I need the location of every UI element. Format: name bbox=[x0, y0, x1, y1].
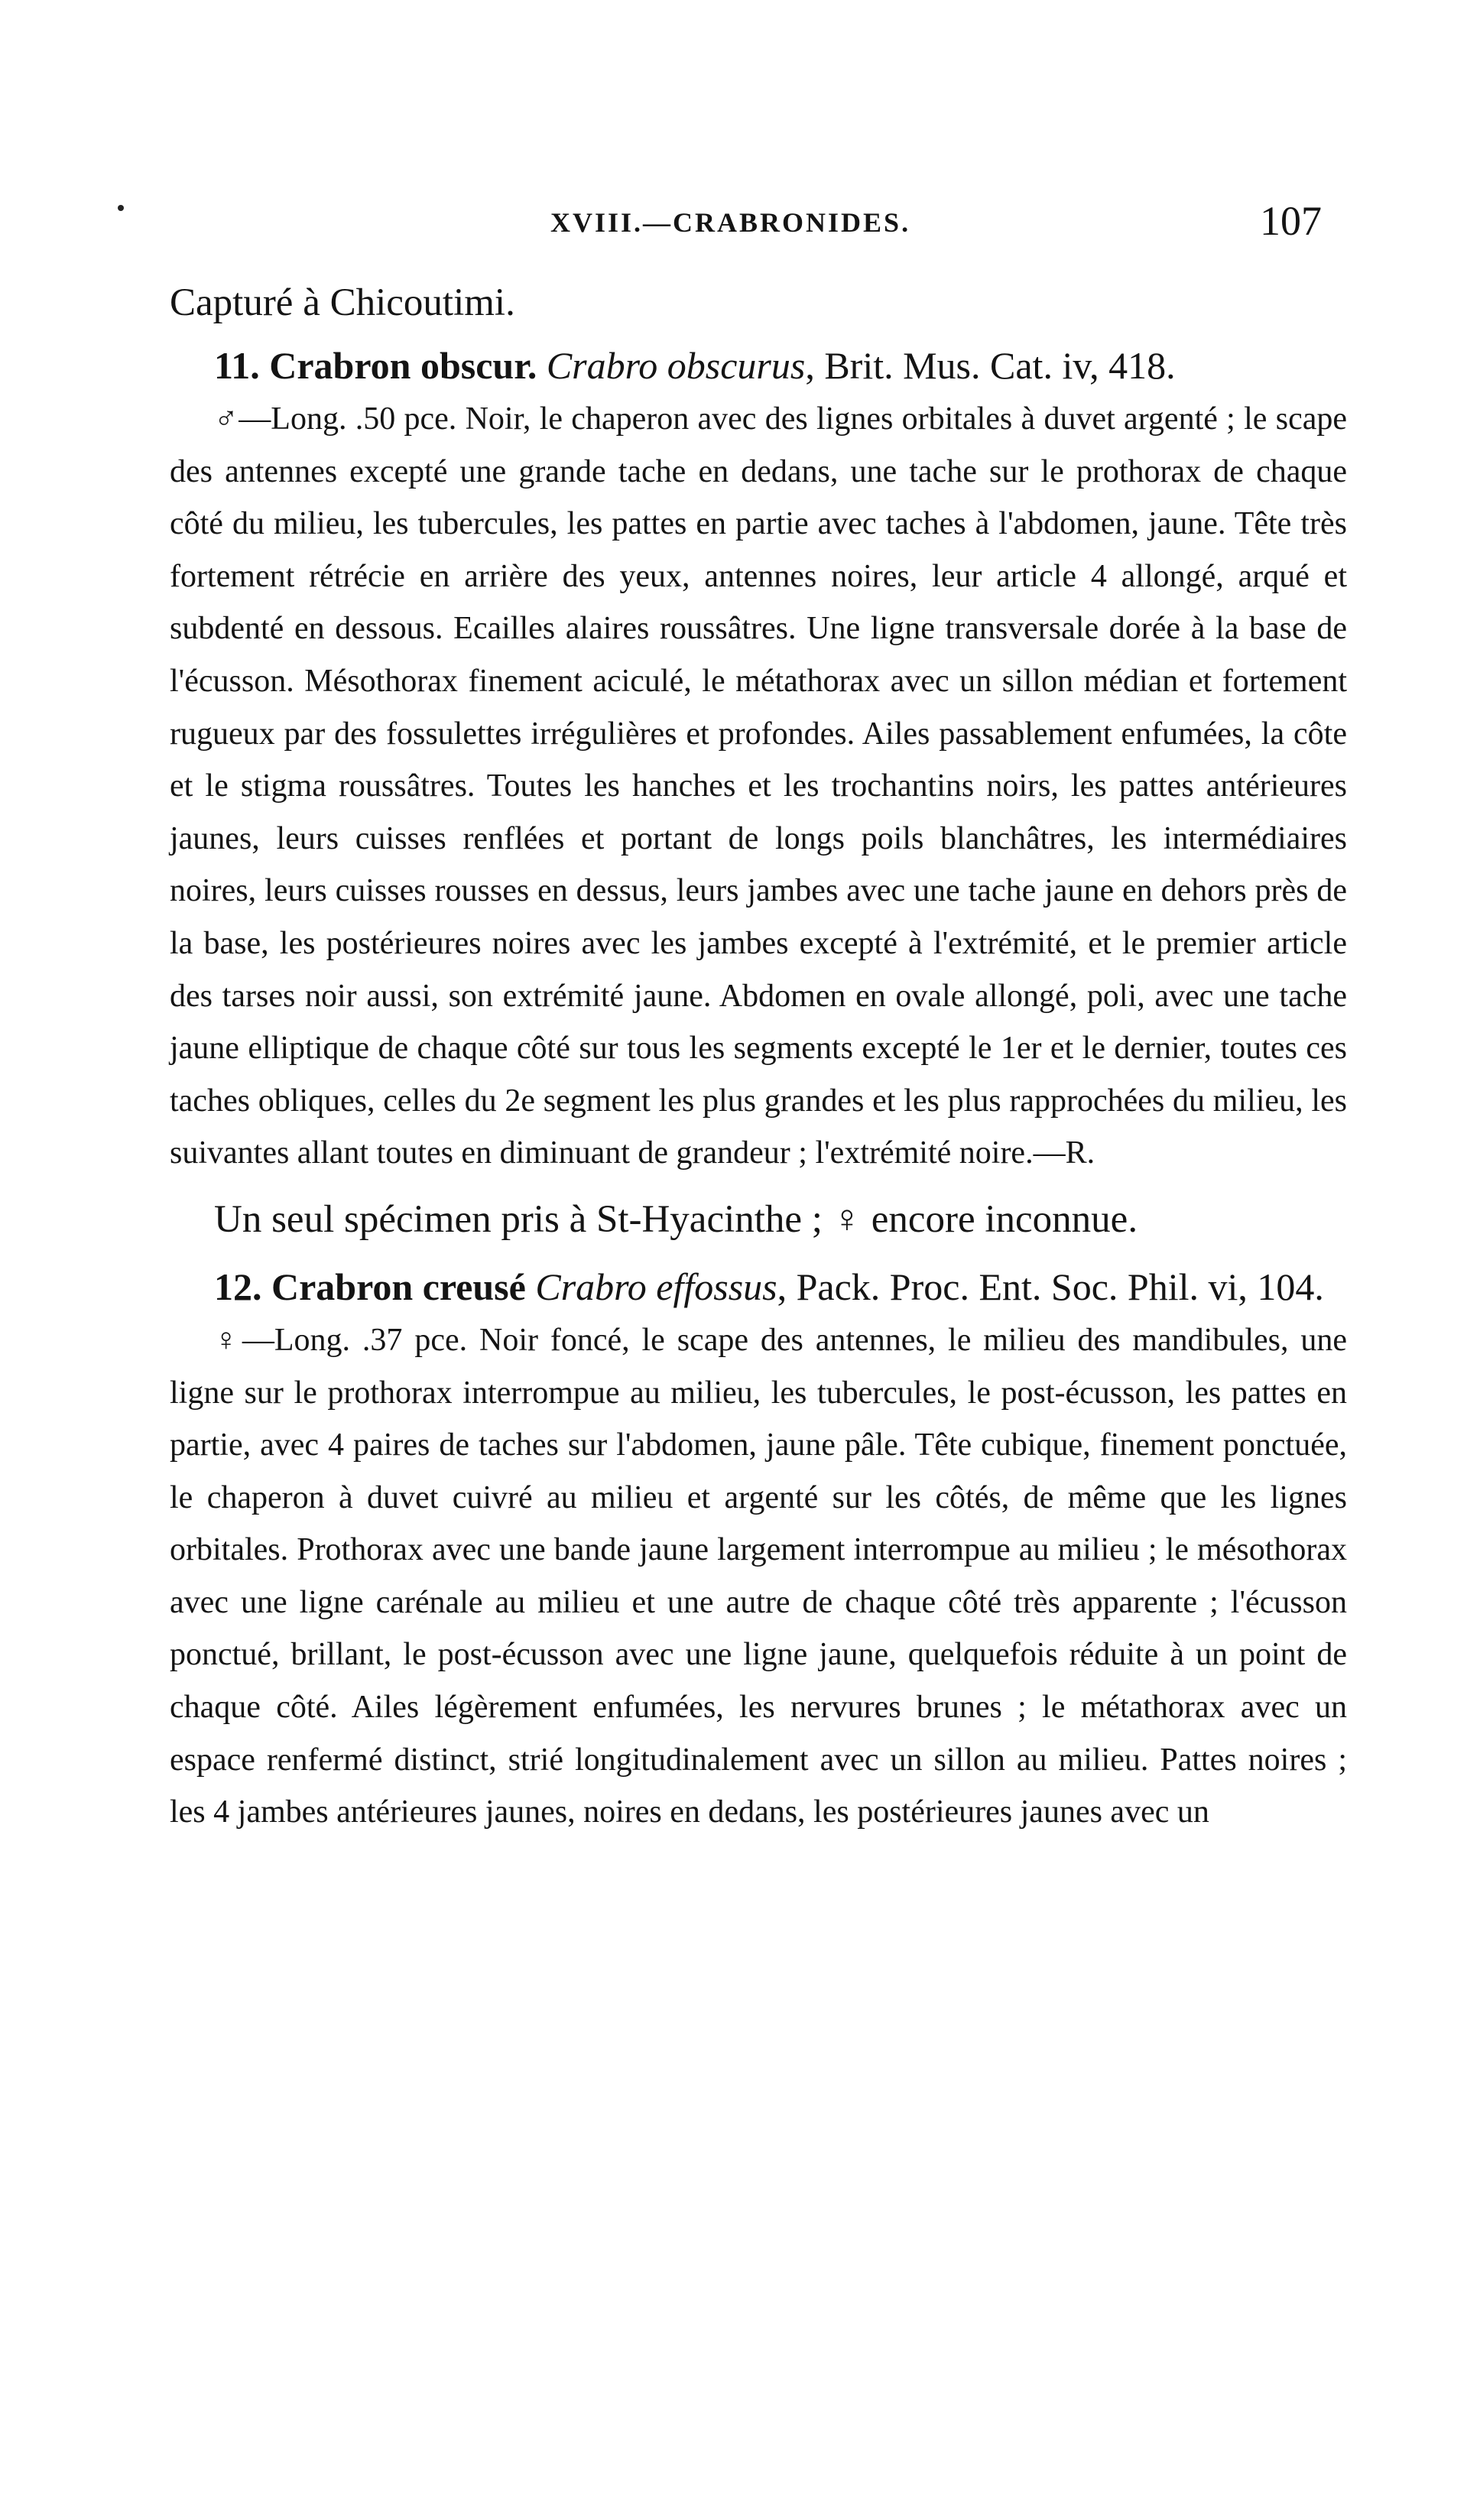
species-reference: , Pack. Proc. Ent. Soc. Phil. vi, 104. bbox=[777, 1265, 1324, 1308]
species-number: 11. bbox=[214, 344, 260, 387]
species-common-name: Crabron obscur. bbox=[269, 344, 537, 387]
species-common-name: Crabron creusé bbox=[271, 1265, 526, 1308]
species-description-11: ♂—Long. .50 pce. Noir, le chaperon avec des lignes orbitales à duvet argenté ; le scape des antennes excepté une grande tache en dedans, une tache sur le prothorax de chaque côté du milieu, les tubercules, les pattes en partie avec taches à l'abdomen, jaune. Tête très fortement rétrécie en arrière des yeux, antennes noires, leur article 4 allongé, arqué et subdenté en dessous. Ecailles alaires roussâtres. Une ligne transversale dorée à la base de l'écusson. Mésothorax finement aciculé, le métathorax avec un sillon médian et fortement rugueux par des fossulettes irrégulières et profondes. Ailes passablement enfumées, la côte et le stigma roussâtres. Toutes les hanches et les trochantins noirs, les pattes antérieures jaunes, leurs cuisses renflées et portant de longs poils blanchâtres, les intermédiaires noires, leurs cuisses rousses en dessus, leurs jambes avec une tache jaune en dehors près de la base, les postérieures noires avec les jambes excepté à l'extrémité, et le premier article des tarses noir aussi, son extrémité jaune. Abdomen en ovale allongé, poli, avec une tache jaune elliptique de chaque côté sur tous les segments excepté le 1er et le dernier, toutes ces taches obliques, celles du 2e segment les plus grandes et les plus rapprochées du milieu, les suivantes allant toutes en diminuant de grandeur ; l'extrémité noire.—R. bbox=[170, 401, 1347, 1171]
page-number: 107 bbox=[1260, 198, 1322, 244]
species-latin-name: Crabro obscurus bbox=[546, 344, 806, 387]
species-latin-name: Crabro effossus bbox=[535, 1265, 777, 1308]
specimen-note-11: Un seul spécimen pris à St-Hyacinthe ; ♀ encore inconnue. bbox=[214, 1197, 1138, 1241]
species-reference: , Brit. Mus. Cat. iv, 418. bbox=[805, 344, 1176, 387]
capture-locality-line: Capturé à Chicoutimi. bbox=[170, 281, 515, 324]
species-number: 12. bbox=[214, 1265, 262, 1308]
species-description-12: ♀—Long. .37 pce. Noir foncé, le scape des antennes, le milieu des mandibules, une ligne sur le prothorax interrompue au milieu, les tubercules, le post-écusson, les pattes en partie, avec 4 paires de taches sur l'abdomen, jaune pâle. Tête cubique, finement ponctuée, le chaperon à duvet cuivré au milieu et argenté sur les côtés, de même que les lignes orbitales. Prothorax avec une bande jaune largement interrompue au milieu ; le mésothorax avec une ligne carénale au milieu et une autre de chaque côté très apparente ; l'écusson ponctué, brillant, le post-écusson avec une ligne jaune, quelquefois réduite à un point de chaque côté. Ailes légèrement enfumées, les nervures brunes ; le métathorax avec un espace renfermé distinct, strié longitudinalement avec un sillon au milieu. Pattes noires ; les 4 jambes antérieures jaunes, noires en dedans, les postérieures jaunes avec un bbox=[170, 1322, 1347, 1830]
page-body bbox=[170, 275, 1347, 1839]
species-heading-11 bbox=[170, 338, 1347, 393]
running-head: XVIII.—CRABRONIDES. bbox=[550, 207, 911, 238]
ink-speck bbox=[118, 205, 124, 211]
species-heading-12 bbox=[170, 1259, 1347, 1314]
